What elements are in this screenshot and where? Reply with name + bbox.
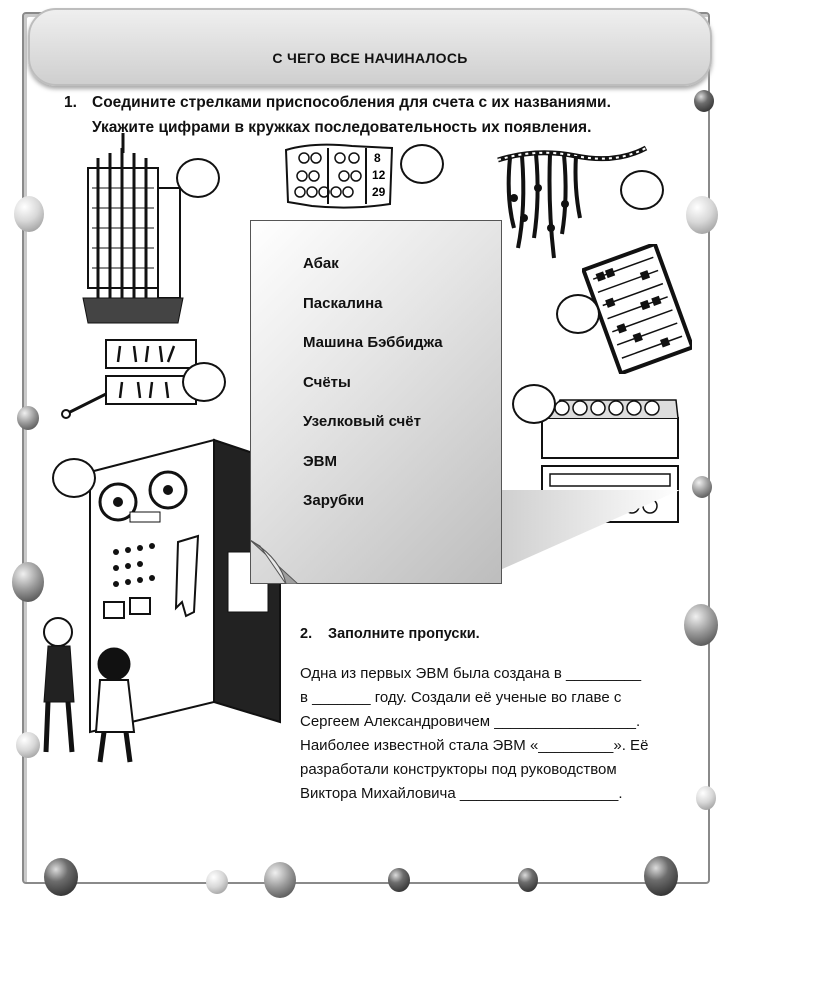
task-2-line-1[interactable]: Одна из первых ЭВМ была создана в _________ bbox=[300, 665, 642, 682]
header-banner bbox=[28, 8, 712, 86]
decor-ball bbox=[644, 856, 678, 896]
task-2-line-5[interactable]: разработали конструкторы под руководством bbox=[300, 761, 617, 778]
name-item-zarubki[interactable]: Зарубки bbox=[303, 492, 365, 509]
task-1-line-1: Соедините стрелками приспособления для счета с их названиями. bbox=[92, 94, 611, 111]
callout-fold-corner bbox=[250, 540, 298, 584]
decor-ball bbox=[692, 476, 712, 498]
answer-circle-schety[interactable] bbox=[556, 294, 600, 334]
device-names-list bbox=[303, 255, 443, 532]
decor-ball bbox=[12, 562, 44, 602]
decor-ball bbox=[16, 732, 40, 758]
abak-label-8: 8 bbox=[374, 151, 381, 165]
answer-circle-pascaline[interactable] bbox=[512, 384, 556, 424]
name-item-evm[interactable]: ЭВМ bbox=[303, 452, 337, 470]
decor-ball bbox=[518, 868, 538, 892]
babbage-machine-illustration bbox=[78, 128, 188, 328]
task-1-number: 1. bbox=[64, 94, 77, 111]
answer-circle-abak[interactable] bbox=[400, 144, 444, 184]
task-2-line-3[interactable]: Сергеем Александровичем _________________. bbox=[300, 713, 641, 730]
answer-circle-babbage[interactable] bbox=[176, 158, 220, 198]
name-item-abak[interactable]: Абак bbox=[303, 255, 339, 272]
answer-circle-zarubki[interactable] bbox=[182, 362, 226, 402]
decor-ball bbox=[17, 406, 39, 430]
abak-label-12: 12 bbox=[372, 168, 386, 182]
decor-ball bbox=[686, 196, 718, 234]
decor-ball bbox=[388, 868, 410, 892]
task-2-paragraph bbox=[300, 662, 700, 806]
decor-ball bbox=[206, 870, 228, 894]
decor-ball bbox=[684, 604, 718, 646]
task-2-number: 2. bbox=[300, 626, 313, 642]
name-item-pascalina[interactable]: Паскалина bbox=[303, 294, 383, 312]
task-2-line-2[interactable]: в _______ году. Создали её ученые во главе с bbox=[300, 689, 622, 706]
answer-circle-evm[interactable] bbox=[52, 458, 96, 498]
task-1-line-2: Укажите цифрами в кружках последовательность их появления. bbox=[92, 119, 592, 136]
task-2-line-6[interactable]: Виктора Михайловича ___________________. bbox=[300, 785, 623, 802]
decor-ball bbox=[264, 862, 296, 898]
decor-ball bbox=[14, 196, 44, 232]
name-item-schety[interactable]: Счёты bbox=[303, 373, 351, 391]
names-callout-box bbox=[250, 220, 502, 584]
page-title: С ЧЕГО ВСЕ НАЧИНАЛОСЬ bbox=[272, 50, 468, 66]
answer-circle-knots[interactable] bbox=[620, 170, 664, 210]
decor-ball bbox=[694, 90, 714, 112]
abak-tablet-illustration bbox=[282, 142, 412, 212]
name-item-babbage[interactable]: Машина Бэббиджа bbox=[303, 334, 443, 351]
name-item-uzelkovy[interactable]: Узелковый счёт bbox=[303, 413, 421, 430]
abak-label-29: 29 bbox=[372, 185, 386, 199]
decor-ball bbox=[696, 786, 716, 810]
task-2-title: Заполните пропуски. bbox=[328, 626, 480, 642]
task-2-heading bbox=[300, 626, 480, 642]
task-2-line-4[interactable]: Наиболее известной стала ЭВМ «_________». Её bbox=[300, 737, 649, 754]
decor-ball bbox=[44, 858, 78, 896]
